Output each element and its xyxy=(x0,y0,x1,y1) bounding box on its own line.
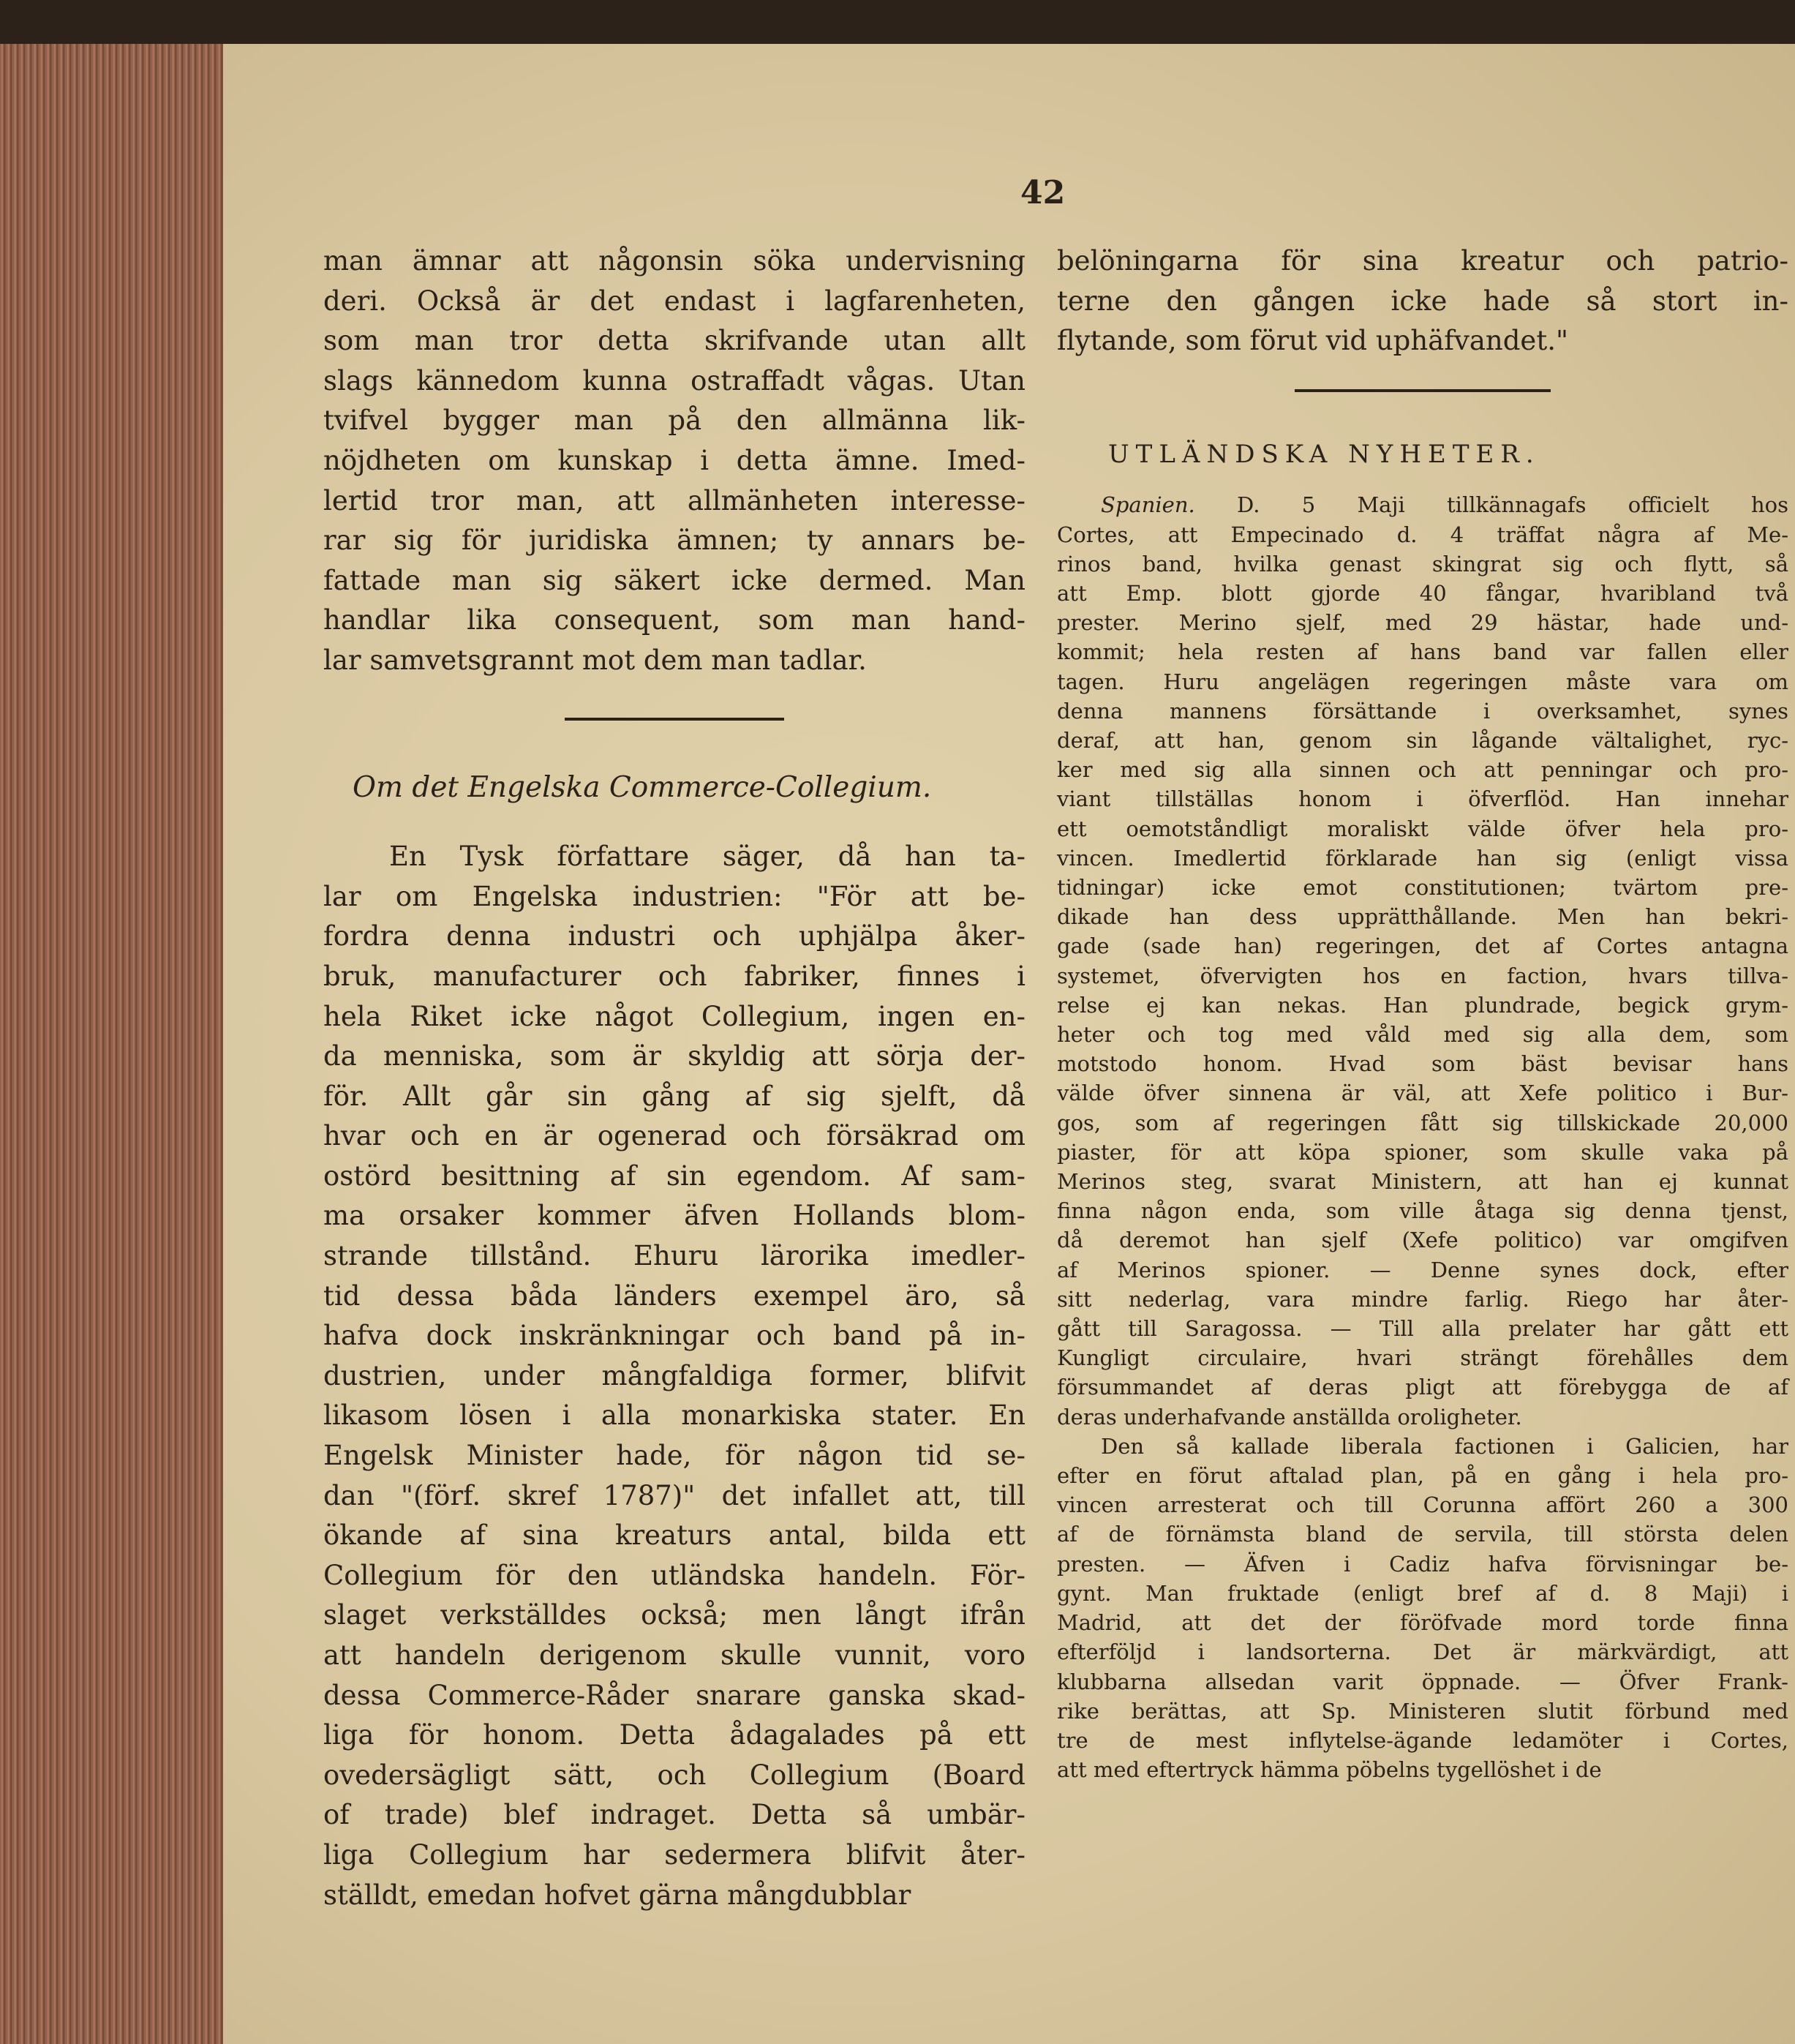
text-line: liga för honom. Detta ådagalades på ett xyxy=(323,1719,1026,1751)
right-column xyxy=(1057,241,1788,1784)
text-line: finna någon enda, som ville åtaga sig denna tjenst, xyxy=(1057,1198,1788,1224)
text-line: slags kännedom kunna ostraffadt vågas. Utan xyxy=(323,364,1026,397)
text-line: rike berättas, att Sp. Ministeren slutit förbund med xyxy=(1057,1698,1788,1724)
foreign-news-heading: UTLÄNDSKA NYHETER. xyxy=(1108,439,1540,469)
text-line: som man tror detta skrifvande utan allt xyxy=(323,325,1026,357)
text-line: liga Collegium har sedermera blifvit åter- xyxy=(323,1838,1026,1871)
text-line: försummandet af deras pligt att förebygga de af xyxy=(1057,1375,1788,1400)
text-line: deras underhafvande anställda oroligheter. xyxy=(1057,1404,1522,1429)
news-body-second xyxy=(1057,1432,1788,1784)
text-line: ovedersägligt sätt, och Collegium (Board xyxy=(323,1759,1026,1791)
text-line: lar samvetsgrannt mot dem man tadlar. xyxy=(323,644,867,676)
text-line: piaster, för att köpa spioner, som skulle vaka på xyxy=(1057,1139,1788,1165)
text-line: nöjdheten om kunskap i detta ämne. Imed- xyxy=(323,444,1026,476)
text-line: handlar lika consequent, som man hand- xyxy=(323,604,1026,636)
text-line: af de förnämsta bland de servila, till största delen xyxy=(1057,1522,1788,1547)
text-line: vincen arresterat och till Corunna affört 260 a 300 xyxy=(1057,1492,1788,1518)
text-line: vincen. Imedlertid förklarade han sig (enligt vissa xyxy=(1057,845,1788,871)
text-line: deraf, att han, genom sin lågande vältalighet, ryc- xyxy=(1057,728,1788,753)
text-line: bruk, manufacturer och fabriker, finnes i xyxy=(323,960,1026,992)
text-line: Cortes, att Empecinado d. 4 träffat några af Me- xyxy=(1057,522,1788,547)
text-line: hafva dock inskränkningar och band på in- xyxy=(323,1320,1026,1352)
text-line: Collegium för den utländska handeln. För- xyxy=(323,1559,1026,1591)
text-line: strande tillstånd. Ehuru lärorika imedler- xyxy=(323,1240,1026,1272)
text-line: of trade) blef indraget. Detta så umbär- xyxy=(323,1799,1026,1831)
text-line: tid dessa båda länders exempel äro, så xyxy=(323,1280,1026,1312)
text-line: denna mannens försättande i overksamhet, synes xyxy=(1057,698,1788,724)
text-line: tidningar) icke emot constitutionen; tvärtom pre- xyxy=(1057,875,1788,901)
text-line: tvifvel bygger man på den allmänna lik- xyxy=(323,405,1026,437)
text-line: fordra denna industri och uphjälpa åker- xyxy=(323,920,1026,953)
text-line: viant tillställas honom i öfverflöd. Han innehar xyxy=(1057,786,1788,812)
text-line: dan "(förf. skref 1787)" det infallet att, till xyxy=(323,1479,1026,1511)
text-line: ma orsaker kommer äfven Hollands blom- xyxy=(323,1200,1026,1232)
text-line: presten. — Äfven i Cadiz hafva förvisningar be- xyxy=(1057,1551,1788,1577)
text-line: gynt. Man fruktade (enligt bref af d. 8 Maji) i xyxy=(1057,1580,1788,1606)
text-line: belöningarna för sina kreatur och patrio- xyxy=(1057,245,1788,277)
text-line: En Tysk författare säger, då han ta- xyxy=(389,841,1026,873)
book-page-edges xyxy=(0,44,237,2044)
text-line: kommit; hela resten af hans band var fallen eller xyxy=(1057,639,1788,665)
text-line: ker med sig alla sinnen och att penningar och pro- xyxy=(1057,757,1788,783)
text-line: Madrid, att det der föröfvade mord torde finna xyxy=(1057,1610,1788,1636)
text-line: motstodo honom. Hvad som bäst bevisar hans xyxy=(1057,1051,1788,1077)
right-top-paragraph xyxy=(1057,241,1788,361)
text-line: likasom lösen i alla monarkiska stater. En xyxy=(323,1399,1026,1432)
text-line: da menniska, som är skyldig att sörja der- xyxy=(323,1040,1026,1072)
text-line: heter och tog med våld med sig alla dem, som xyxy=(1057,1022,1788,1048)
text-line: fattade man sig säkert icke dermed. Man xyxy=(323,564,1026,596)
text-line: prester. Merino sjelf, med 29 hästar, hade und- xyxy=(1057,610,1788,636)
text-line: för. Allt går sin gång af sig sjelft, då xyxy=(323,1080,1026,1112)
text-line: relse ej kan nekas. Han plundrade, begick grym- xyxy=(1057,992,1788,1018)
left-top-paragraph xyxy=(323,241,1026,681)
text-line: lar om Engelska industrien: "För att be- xyxy=(323,880,1026,912)
text-line: man ämnar att någonsin söka undervisning xyxy=(323,245,1026,277)
text-line: gos, som af regeringen fått sig tillskickade 20,000 xyxy=(1057,1110,1788,1135)
text-line: rar sig för juridiska ämnen; ty annars be- xyxy=(323,525,1026,557)
text-line: gått till Saragossa. — Till alla prelater har gått ett xyxy=(1057,1316,1788,1342)
text-line: deri. Också är det endast i lagfarenheten, xyxy=(323,285,1026,317)
news-first-line-text: D. 5 Maji tillkännagafs officielt hos xyxy=(1237,492,1789,518)
text-line: att handeln derigenom skulle vunnit, voro xyxy=(323,1639,1026,1671)
text-line: sitt nederlag, vara mindre farlig. Riego har åter- xyxy=(1057,1286,1788,1312)
left-column xyxy=(323,241,1026,1915)
text-line: efterföljd i landsorterna. Det är märkvärdigt, att xyxy=(1057,1639,1788,1665)
text-line: rinos band, hvilka genast skingrat sig och flytt, så xyxy=(1057,551,1788,576)
text-line: klubbarna allsedan varit öppnade. — Öfver Frank- xyxy=(1057,1669,1788,1694)
news-country: Spanien. xyxy=(1101,492,1195,518)
article-body xyxy=(323,837,1026,1915)
text-line: tagen. Huru angelägen regeringen måste vara om xyxy=(1057,669,1788,694)
text-line: af Merinos spioner. — Denne synes dock, efter xyxy=(1057,1257,1788,1282)
text-line: då deremot han sjelf (Xefe politico) var omgifven xyxy=(1057,1228,1788,1253)
text-line: dikade han dess upprätthållande. Men han bekri- xyxy=(1057,904,1788,930)
text-line: hela Riket icke något Collegium, ingen en- xyxy=(323,1000,1026,1032)
text-line: slaget verkställdes också; men långt ifrån xyxy=(323,1599,1026,1631)
text-line: efter en förut aftalad plan, på en gång i hela pro- xyxy=(1057,1463,1788,1489)
page-number: 42 xyxy=(1020,174,1066,211)
text-line: dustrien, under mångfaldiga former, blifvit xyxy=(323,1359,1026,1391)
text-line: terne den gången icke hade så stort in- xyxy=(1057,285,1788,317)
text-line: ökande af sina kreaturs antal, bilda ett xyxy=(323,1519,1026,1552)
text-line: systemet, öfvervigten hos en faction, hvars tillva- xyxy=(1057,963,1788,988)
news-body xyxy=(1057,520,1788,1432)
text-line: lertid tror man, att allmänheten interesse- xyxy=(323,484,1026,516)
section-divider xyxy=(1295,389,1551,392)
section-divider xyxy=(565,718,784,721)
text-line: Engelsk Minister hade, för någon tid se- xyxy=(323,1440,1026,1472)
text-line: dessa Commerce-Råder snarare ganska skad- xyxy=(323,1679,1026,1711)
text-line: Merinos steg, svarat Ministern, att han ej kunnat xyxy=(1057,1169,1788,1195)
text-line: hvar och en är ogenerad och försäkrad om xyxy=(323,1120,1026,1152)
text-line: ställdt, emedan hofvet gärna mångdubblar xyxy=(323,1879,911,1911)
text-line: att Emp. blott gjorde 40 fångar, hvaribland två xyxy=(1057,580,1788,606)
text-line: Kungligt circulaire, hvari strängt förehålles dem xyxy=(1057,1345,1788,1371)
text-line: ett oemotståndligt moraliskt välde öfver hela pro- xyxy=(1057,816,1788,841)
page xyxy=(223,44,1795,2044)
text-line: gade (sade han) regeringen, det af Cortes antagna xyxy=(1057,933,1788,959)
text-line: tre de mest inflytelse-ägande ledamöter i Cortes, xyxy=(1057,1727,1788,1753)
text-line: att med eftertryck hämma pöbelns tygellöshet i de xyxy=(1057,1757,1602,1783)
news-first-line xyxy=(1057,490,1788,519)
text-line: ostörd besittning af sin egendom. Af sam- xyxy=(323,1160,1026,1192)
text-line: Den så kallade liberala factionen i Galicien, har xyxy=(1101,1433,1788,1459)
text-line: flytande, som förut vid uphäfvandet." xyxy=(1057,325,1568,357)
article-heading: Om det Engelska Commerce-Collegium. xyxy=(353,770,932,804)
text-line: välde öfver sinnena är väl, att Xefe politico i Bur- xyxy=(1057,1081,1788,1106)
news-section xyxy=(1057,490,1788,1784)
